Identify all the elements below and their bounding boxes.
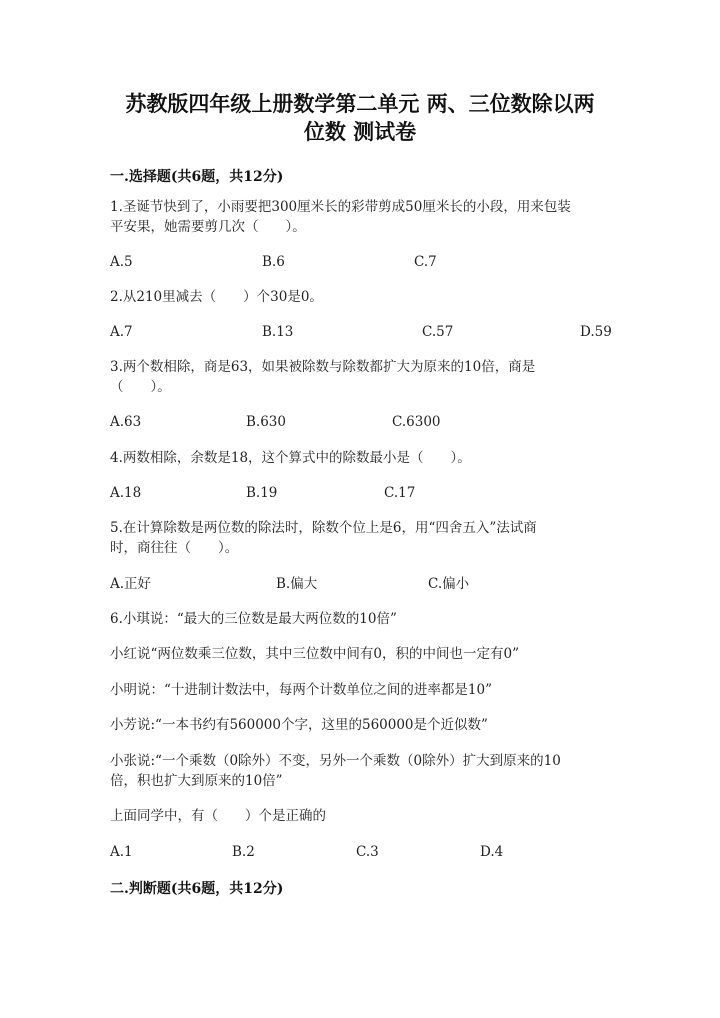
question-6-line-1: 6.小琪说：“最大的三位数是最大两位数的10倍” — [110, 611, 397, 627]
question-6-line-3: 小明说：“十进制计数法中，每两个计数单位之间的进率都是10” — [110, 682, 492, 698]
question-6-option-c: C.3 — [356, 844, 379, 860]
question-3-option-c: C.6300 — [392, 414, 441, 430]
question-4-option-a: A.18 — [110, 485, 142, 501]
question-6-line-2: 小红说“两位数乘三位数，其中三位数中间有0，积的中间也一定有0” — [110, 646, 519, 662]
question-1-line-1: 1.圣诞节快到了，小雨要把300厘米长的彩带剪成50厘米长的小段，用来包装 — [110, 199, 571, 215]
question-4-option-c: C.17 — [384, 485, 416, 501]
question-6-option-b: B.2 — [232, 844, 255, 860]
section-heading-choice: 一.选择题(共6题，共12分) — [110, 169, 284, 185]
question-3-line-1: 3.两个数相除，商是63，如果被除数与除数都扩大为原来的10倍，商是 — [110, 359, 536, 375]
question-6-line-6: 倍，积也扩大到原来的10倍” — [110, 773, 283, 789]
question-5-line-1: 5.在计算除数是两位数的除法时，除数个位上是6，用“四舍五入”法试商 — [110, 520, 537, 536]
section-heading-judge: 二.判断题(共6题，共12分) — [110, 881, 284, 897]
question-6-option-a: A.1 — [110, 844, 133, 860]
question-5-option-b: B.偏大 — [276, 576, 318, 592]
question-1-option-c: C.7 — [414, 254, 437, 270]
question-6-line-4: 小芳说:“一本书约有560000个字，这里的560000是个近似数” — [110, 717, 488, 733]
question-6-line-5: 小张说:“一个乘数（0除外）不变，另外一个乘数（0除外）扩大到原来的10 — [110, 753, 561, 769]
question-3-option-b: B.630 — [246, 414, 286, 430]
question-3-line-2: （ ）。 — [110, 379, 171, 395]
question-1-option-a: A.5 — [110, 254, 133, 270]
question-4-line-1: 4.两数相除，余数是18，这个算式中的除数最小是（ ）。 — [110, 450, 471, 466]
question-5-option-a: A.正好 — [110, 576, 152, 592]
question-2-line-1: 2.从210里减去（ ）个30是0。 — [110, 289, 323, 305]
question-6-line-7: 上面同学中，有（ ）个是正确的 — [110, 808, 326, 824]
question-6-option-d: D.4 — [480, 844, 504, 860]
question-5-line-2: 时，商往往（ ）。 — [110, 540, 239, 556]
question-3-option-a: A.63 — [110, 414, 142, 430]
question-4-option-b: B.19 — [246, 485, 278, 501]
question-2-option-a: A.7 — [110, 324, 133, 340]
question-1-line-2: 平安果，她需要剪几次（ ）。 — [110, 219, 306, 235]
question-2-option-d: D.59 — [580, 324, 612, 340]
question-1-option-b: B.6 — [262, 254, 285, 270]
page-title-line-2: 位数 测试卷 — [303, 119, 417, 144]
page-title-line-1: 苏教版四年级上册数学第二单元 两、三位数除以两 — [125, 91, 595, 116]
question-2-option-c: C.57 — [422, 324, 454, 340]
question-5-option-c: C.偏小 — [428, 576, 470, 592]
question-2-option-b: B.13 — [262, 324, 294, 340]
